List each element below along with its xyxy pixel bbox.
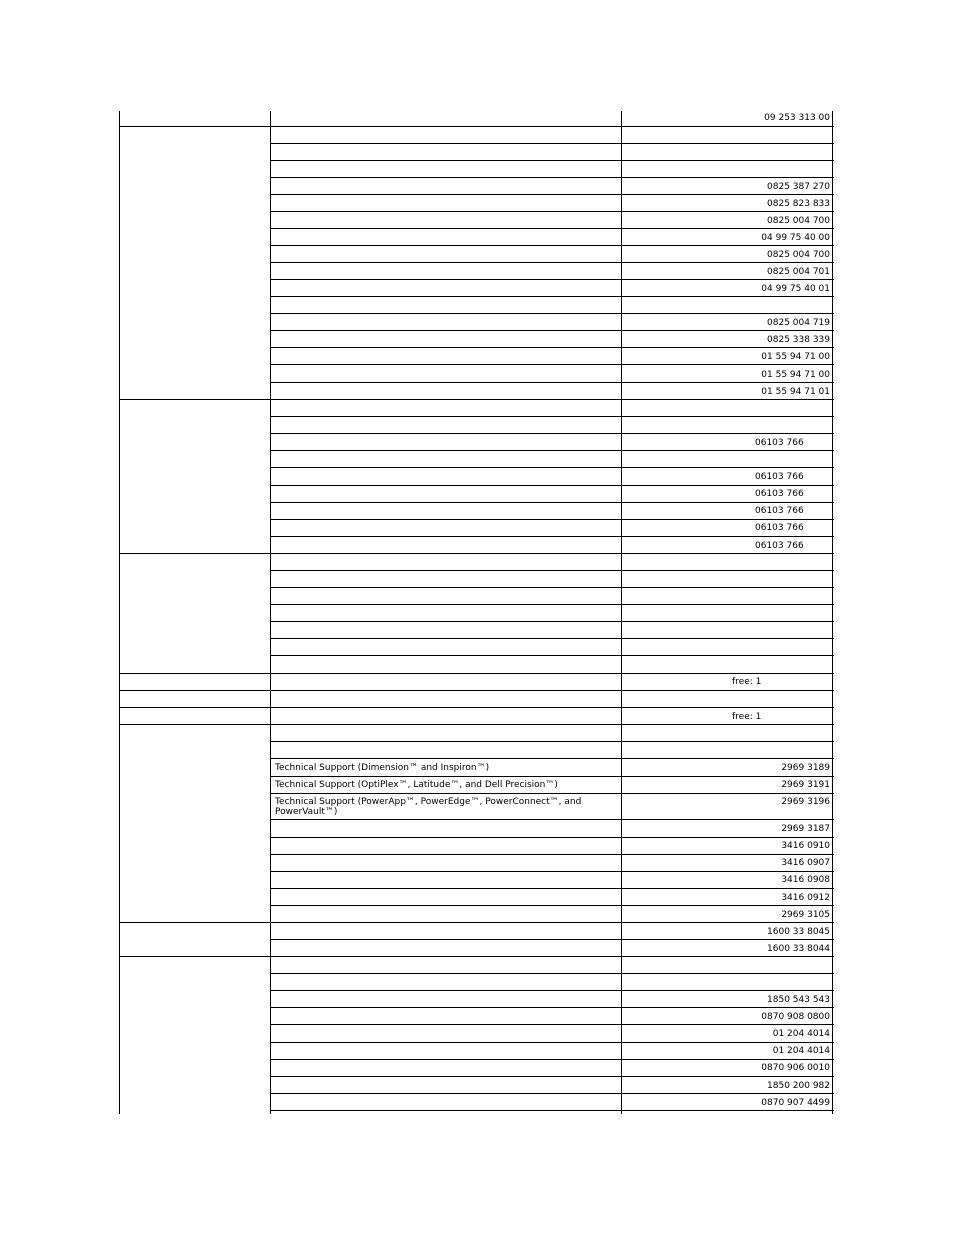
row-divider — [270, 905, 834, 906]
phone-number: 09 253 313 00 — [764, 113, 830, 123]
row-divider — [270, 854, 834, 855]
group-divider — [119, 673, 834, 674]
row-divider — [270, 1024, 834, 1025]
group-divider — [119, 399, 834, 400]
phone-number: 1600 33 8045 — [767, 927, 830, 937]
row-divider — [270, 638, 834, 639]
phone-number: 3416 0908 — [781, 875, 830, 885]
phone-number: 06103 766 — [755, 438, 804, 448]
row-divider — [270, 177, 834, 178]
phone-number: 06103 766 — [755, 541, 804, 551]
phone-number: 0825 004 719 — [767, 318, 830, 328]
row-divider — [270, 819, 834, 820]
row-divider — [270, 228, 834, 229]
phone-number: 0825 338 339 — [767, 335, 830, 345]
phone-number: 2969 3196 — [781, 797, 830, 807]
row-divider — [270, 776, 834, 777]
row-divider — [270, 741, 834, 742]
phone-number: 0870 907 4499 — [761, 1098, 830, 1108]
phone-number: 01 204 4014 — [772, 1046, 830, 1056]
phone-number: 01 204 4014 — [772, 1029, 830, 1039]
row-divider — [270, 939, 834, 940]
row-divider — [270, 364, 834, 365]
row-divider — [270, 1007, 834, 1008]
phone-number: 01 55 94 71 01 — [761, 387, 830, 397]
phone-number: 3416 0907 — [781, 858, 830, 868]
phone-number: 2969 3191 — [781, 780, 830, 790]
phone-number: 1600 33 8044 — [767, 944, 830, 954]
row-divider — [270, 245, 834, 246]
row-divider — [270, 262, 834, 263]
phone-number: 2969 3187 — [781, 824, 830, 834]
phone-number: 2969 3189 — [781, 763, 830, 773]
phone-number: 1850 543 543 — [767, 995, 830, 1005]
phone-number: 0825 004 700 — [767, 216, 830, 226]
row-divider — [270, 279, 834, 280]
row-divider — [270, 1110, 834, 1111]
service-description: Technical Support (OptiPlex™, Latitude™, and Dell Precision™) — [275, 780, 558, 790]
row-divider — [270, 536, 834, 537]
phone-number: 04 99 75 40 01 — [761, 284, 830, 294]
row-divider — [270, 973, 834, 974]
row-divider — [270, 194, 834, 195]
row-divider — [270, 313, 834, 314]
row-divider — [270, 793, 834, 794]
row-divider — [270, 330, 834, 331]
phone-number: free: 1 — [732, 712, 762, 722]
group-divider — [119, 553, 834, 554]
row-divider — [270, 211, 834, 212]
row-divider — [270, 296, 834, 297]
row-divider — [270, 871, 834, 872]
phone-number: 06103 766 — [755, 489, 804, 499]
phone-number: 06103 766 — [755, 506, 804, 516]
phone-number: 0825 004 701 — [767, 267, 830, 277]
phone-number: 0870 908 0800 — [761, 1012, 830, 1022]
phone-number: 3416 0910 — [781, 841, 830, 851]
phone-number: free: 1 — [732, 677, 762, 687]
phone-number: 06103 766 — [755, 472, 804, 482]
row-divider — [270, 416, 834, 417]
row-divider — [270, 143, 834, 144]
phone-number: 0825 823 833 — [767, 199, 830, 209]
group-divider — [119, 707, 834, 708]
row-divider — [270, 604, 834, 605]
group-divider — [119, 690, 834, 691]
phone-number: 3416 0912 — [781, 893, 830, 903]
row-divider — [270, 502, 834, 503]
row-divider — [270, 837, 834, 838]
service-description: Technical Support (PowerApp™, PowerEdge™, PowerConnect™, and PowerVault™) — [275, 797, 582, 817]
group-divider — [119, 956, 834, 957]
row-divider — [270, 433, 834, 434]
row-divider — [270, 888, 834, 889]
service-description: Technical Support (Dimension™ and Inspiron™) — [275, 763, 490, 773]
group-divider — [119, 724, 834, 725]
phone-number: 06103 766 — [755, 523, 804, 533]
row-divider — [270, 519, 834, 520]
phone-number: 2969 3105 — [781, 910, 830, 920]
phone-number: 04 99 75 40 00 — [761, 233, 830, 243]
phone-number: 01 55 94 71 00 — [761, 352, 830, 362]
row-divider — [270, 621, 834, 622]
phone-number: 1850 200 982 — [767, 1081, 830, 1091]
phone-number: 0825 387 270 — [767, 182, 830, 192]
row-divider — [270, 990, 834, 991]
row-divider — [270, 1042, 834, 1043]
row-divider — [270, 485, 834, 486]
row-divider — [270, 655, 834, 656]
row-divider — [270, 347, 834, 348]
row-divider — [270, 450, 834, 451]
row-divider — [270, 160, 834, 161]
row-divider — [270, 758, 834, 759]
group-divider — [119, 126, 834, 127]
table-border-left — [119, 111, 120, 1114]
row-divider — [270, 1093, 834, 1094]
row-divider — [270, 587, 834, 588]
row-divider — [270, 467, 834, 468]
phone-number: 0870 906 0010 — [761, 1063, 830, 1073]
row-divider — [270, 1059, 834, 1060]
phone-number: 01 55 94 71 00 — [761, 370, 830, 380]
phone-number: 0825 004 700 — [767, 250, 830, 260]
row-divider — [270, 382, 834, 383]
group-divider — [119, 922, 834, 923]
row-divider — [270, 570, 834, 571]
row-divider — [270, 1076, 834, 1077]
